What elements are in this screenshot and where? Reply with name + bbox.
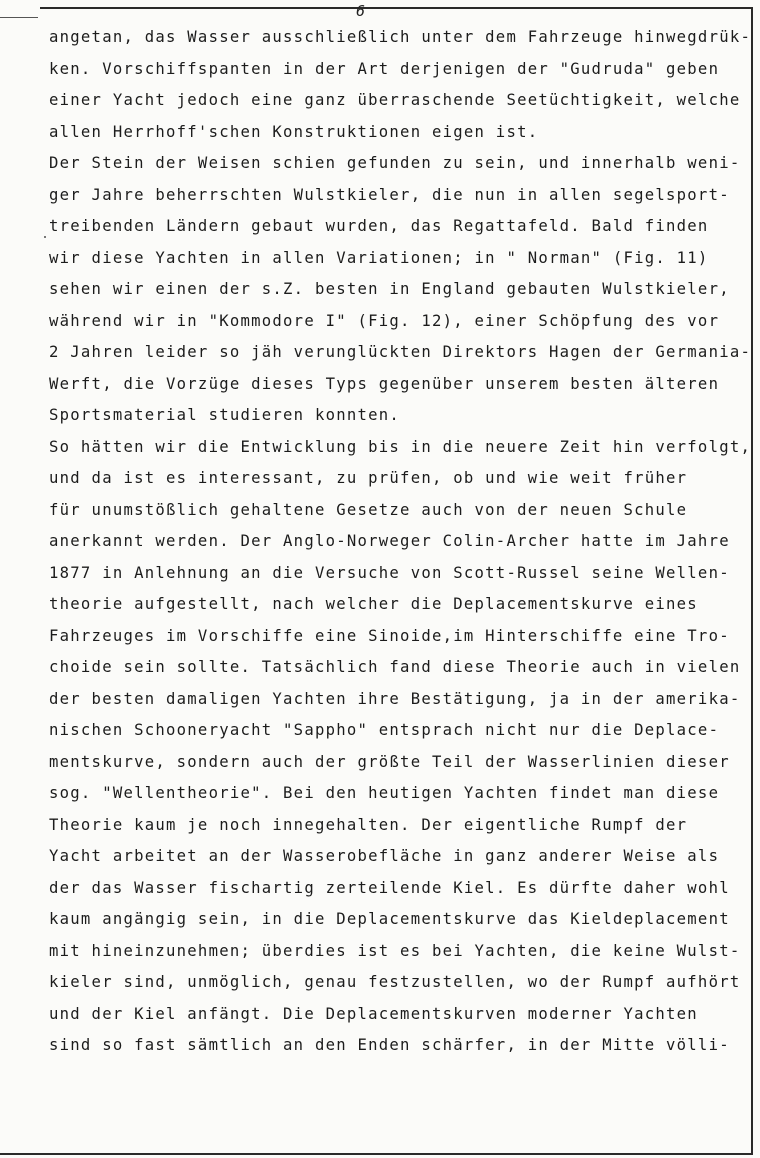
text-line: mit hineinzunehmen; überdies ist es bei Yachten, die keine Wulst- bbox=[49, 941, 741, 960]
text-line: 2 Jahren leider so jäh verunglückten Direktors Hagen der Germania- bbox=[49, 343, 752, 361]
text-line: choide sein sollte. Tatsächlich fand diese Theorie auch in vielen bbox=[49, 658, 741, 676]
text-line: einer Yacht jedoch eine ganz überraschende Seetüchtigkeit, welche bbox=[49, 91, 741, 109]
page-border-top-left bbox=[0, 17, 38, 18]
text-line: theorie aufgestellt, nach welcher die Deplacementskurve eines bbox=[49, 595, 698, 613]
text-line: angetan, das Wasser ausschließlich unter dem Fahrzeuge hinwegdrük- bbox=[49, 28, 752, 46]
page-border-right bbox=[751, 7, 753, 1154]
text-line: kieler sind, unmöglich, genau festzustellen, wo der Rumpf aufhört bbox=[49, 973, 741, 991]
text-line: sog. "Wellentheorie". Bei den heutigen Yachten findet man diese bbox=[49, 784, 720, 802]
text-line: ger Jahre beherrschten Wulstkieler, die nun in allen segelsport- bbox=[49, 185, 730, 204]
text-line: So hätten wir die Entwicklung bis in die neuere Zeit hin verfolgt, bbox=[49, 437, 752, 456]
text-line: Der Stein der Weisen schien gefunden zu sein, und innerhalb weni- bbox=[49, 154, 741, 172]
text-line: Sportsmaterial studieren konnten. bbox=[49, 406, 401, 424]
text-line: treibenden Ländern gebaut wurden, das Regattafeld. Bald finden bbox=[49, 217, 709, 235]
text-line: kaum angängig sein, in die Deplacementskurve das Kieldeplacement bbox=[49, 910, 730, 928]
text-line: wir diese Yachten in allen Variationen; in " Norman" (Fig. 11) bbox=[49, 248, 709, 267]
text-line: Fahrzeuges im Vorschiffe eine Sinoide,im Hinterschiffe eine Tro- bbox=[49, 626, 730, 645]
page-border-bottom bbox=[0, 1153, 753, 1155]
text-line: der das Wasser fischartig zerteilende Kiel. Es dürfte daher wohl bbox=[49, 878, 730, 897]
text-line: Yacht arbeitet an der Wasserobefläche in ganz anderer Weise als bbox=[49, 847, 720, 865]
body-text bbox=[49, 22, 752, 1062]
text-line: und der Kiel anfängt. Die Deplacementskurven moderner Yachten bbox=[49, 1004, 698, 1023]
text-line: nischen Schooneryacht "Sappho" entsprach nicht nur die Deplace- bbox=[49, 721, 720, 739]
text-line: während wir in "Kommodore I" (Fig. 12), einer Schöpfung des vor bbox=[49, 311, 720, 330]
text-line: der besten damaligen Yachten ihre Bestätigung, ja in der amerika- bbox=[49, 689, 741, 708]
page-border-top bbox=[40, 7, 752, 9]
page-number: 6 bbox=[356, 2, 366, 20]
scan-speck bbox=[44, 236, 46, 238]
text-line: allen Herrhoff'schen Konstruktionen eigen ist. bbox=[49, 122, 539, 141]
text-line: ken. Vorschiffspanten in der Art derjenigen der "Gudruda" geben bbox=[49, 59, 720, 78]
text-line: anerkannt werden. Der Anglo-Norweger Colin-Archer hatte im Jahre bbox=[49, 532, 730, 550]
text-line: für unumstößlich gehaltene Gesetze auch von der neuen Schule bbox=[49, 500, 688, 519]
text-line: sind so fast sämtlich an den Enden schärfer, in der Mitte völli- bbox=[49, 1036, 730, 1054]
text-line: und da ist es interessant, zu prüfen, ob und wie weit früher bbox=[49, 469, 688, 487]
text-line: 1877 in Anlehnung an die Versuche von Scott-Russel seine Wellen- bbox=[49, 563, 730, 582]
text-line: sehen wir einen der s.Z. besten in England gebauten Wulstkieler, bbox=[49, 280, 730, 298]
text-line: mentskurve, sondern auch der größte Teil der Wasserlinien dieser bbox=[49, 752, 730, 771]
text-line: Werft, die Vorzüge dieses Typs gegenüber unserem besten älteren bbox=[49, 374, 720, 393]
text-line: Theorie kaum je noch innegehalten. Der eigentliche Rumpf der bbox=[49, 815, 688, 834]
